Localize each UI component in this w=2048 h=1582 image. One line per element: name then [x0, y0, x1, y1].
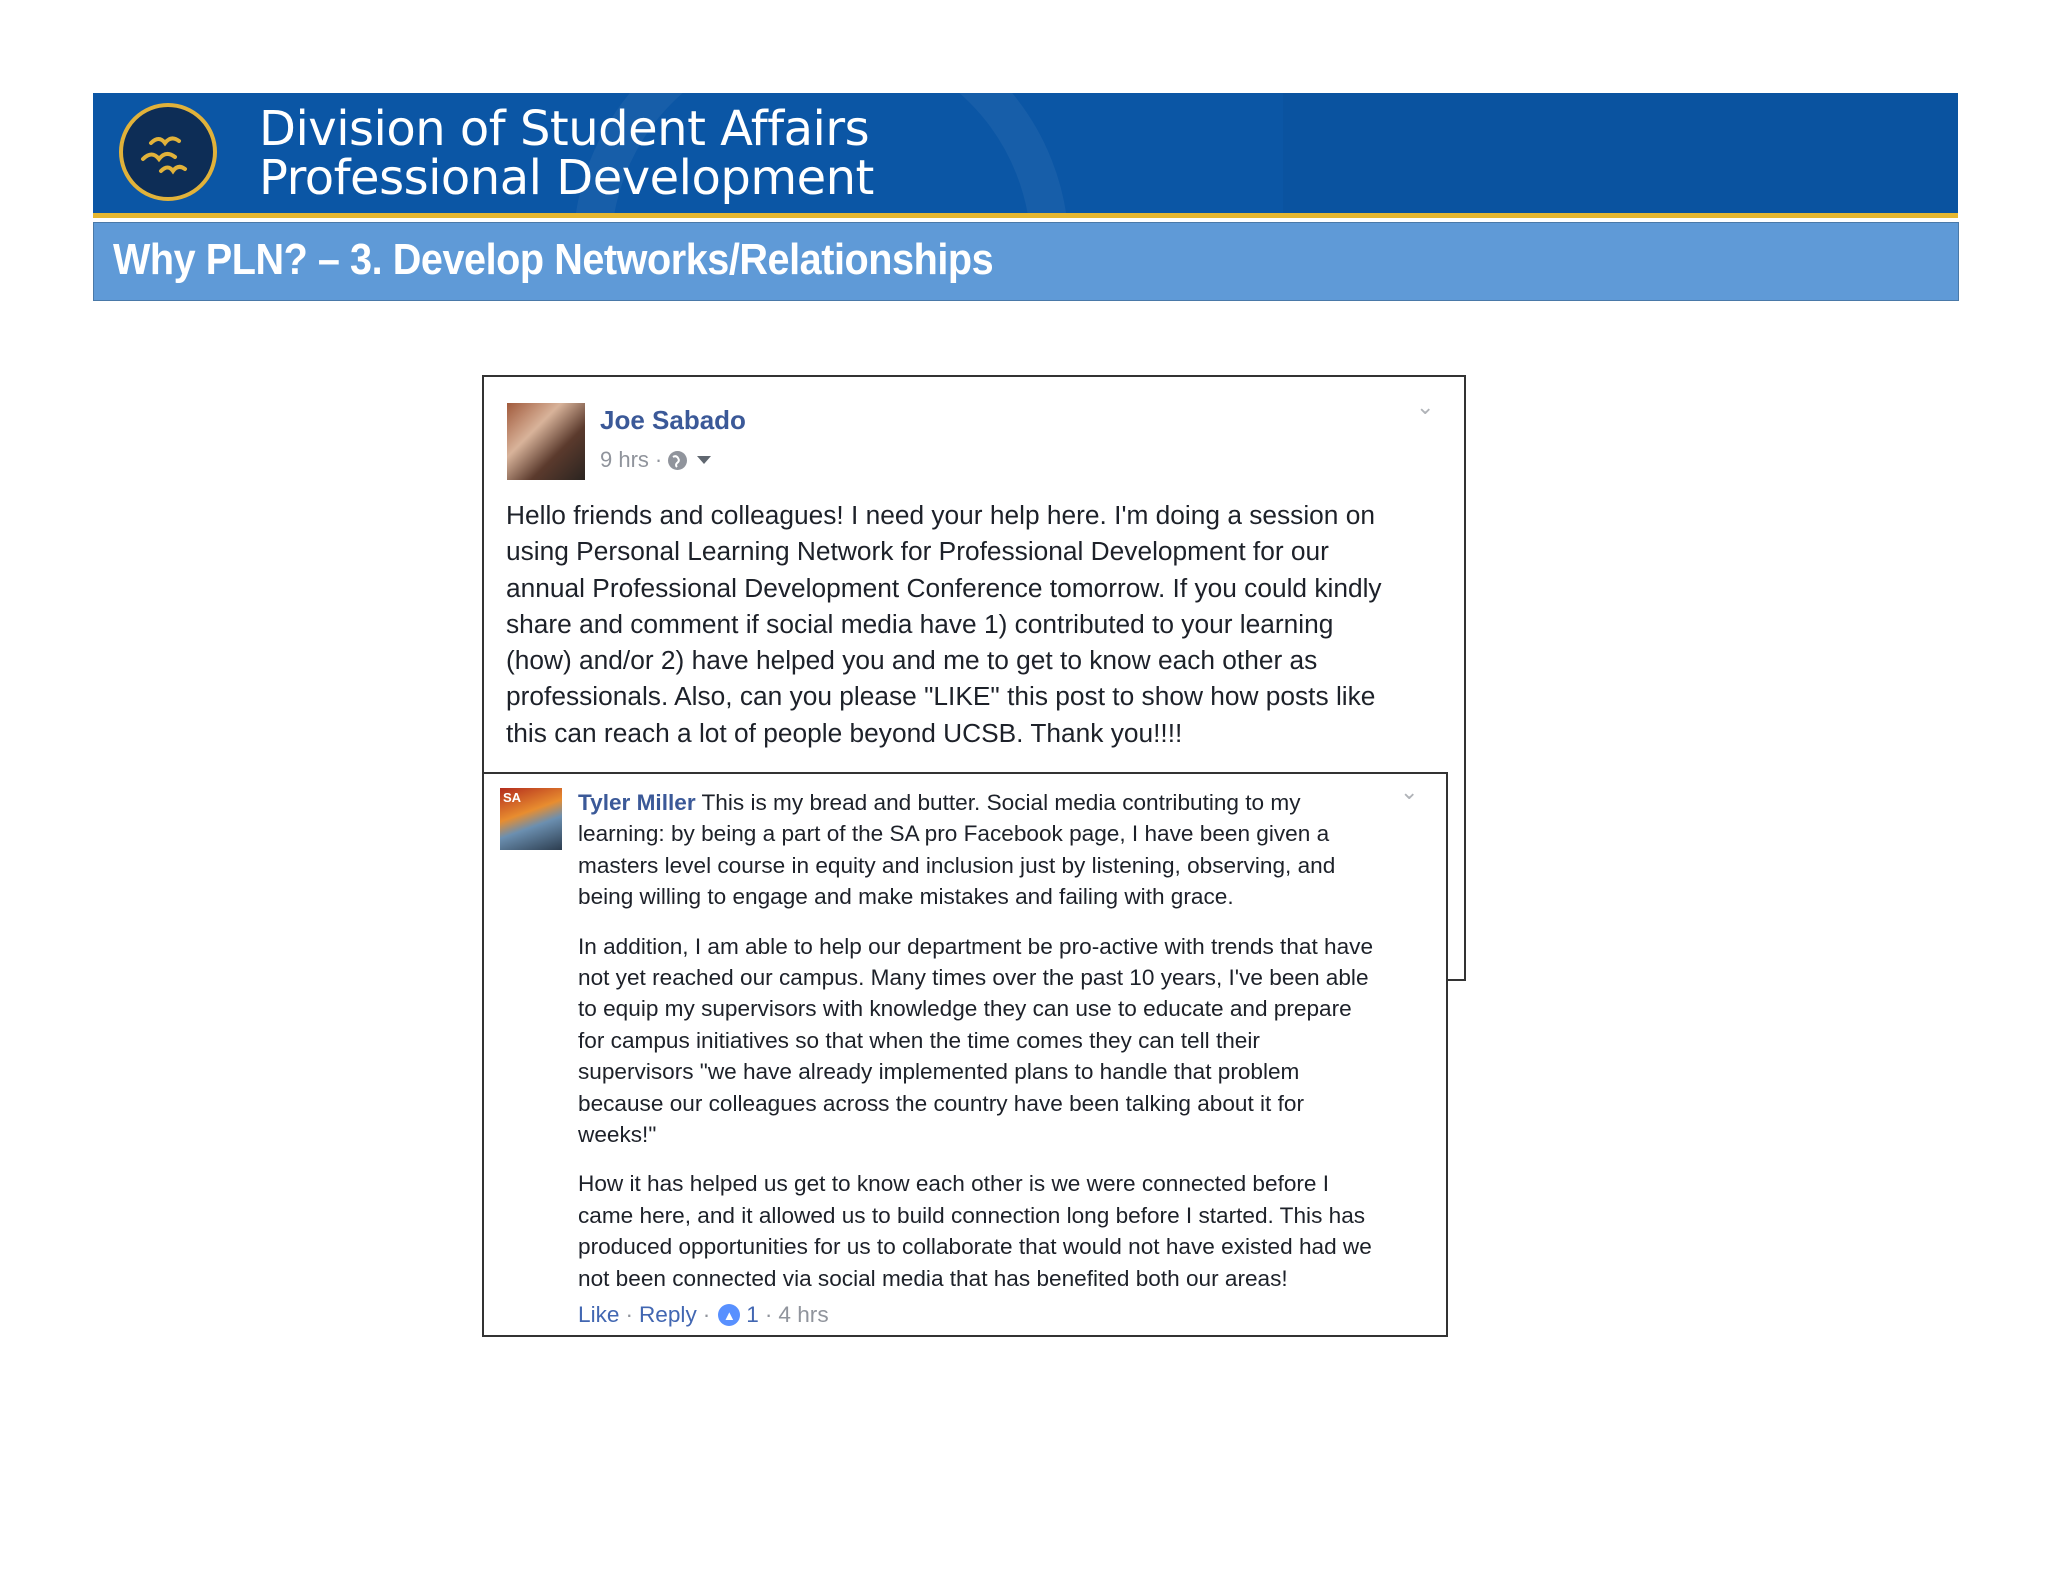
avatar-label: SA: [503, 790, 522, 805]
audience-dropdown-icon[interactable]: [697, 456, 711, 464]
banner-right-panel: [1283, 93, 1958, 215]
like-button[interactable]: Like: [578, 1302, 620, 1327]
comment-paragraph-2: In addition, I am able to help our department be pro-active with trends that have not yet reached our campus. Many times over the past 10 years, I've been able to equip my supervisors with knowledge they can use to educate and prepare for campus initiatives so that when the time comes they can tell their supervisors "we have already implemented plans to handle that problem because our colleagues across the country have been talking about it for weeks!": [578, 933, 1374, 1148]
gold-divider: [93, 213, 1958, 218]
comment-time[interactable]: 4 hrs: [778, 1302, 829, 1327]
globe-icon[interactable]: [668, 451, 687, 470]
commenter-avatar[interactable]: [500, 788, 562, 850]
post-author[interactable]: Joe Sabado: [600, 405, 746, 435]
comment-para1-text: This is my bread and butter. Social media contributing to my learning: by being a part of the SA pro Facebook page, I have been given a masters level course in equity and inclusion just by listening, observing, and being willing to engage and make mistakes and failing with grace.: [578, 790, 1336, 910]
action-separator: ·: [764, 1302, 773, 1327]
meta-separator: ·: [654, 447, 663, 472]
reply-button[interactable]: Reply: [638, 1302, 697, 1327]
post-time[interactable]: 9 hrs: [600, 447, 649, 472]
post-meta: [600, 447, 711, 473]
header-banner: [93, 93, 1958, 215]
comment-paragraph-1: [578, 787, 1418, 913]
comment: [482, 772, 1448, 1337]
comment-actions: [578, 1302, 829, 1328]
seagull-logo-icon: [119, 103, 217, 201]
comment-chevron-down-icon[interactable]: ⌄: [1400, 780, 1419, 805]
comment-paragraph-3: How it has helped us get to know each other is we were connected before I came here, and it allowed us to build connection long before I started. This has produced opportunities for us to collaborate that would not have existed had we not been connected via social media that has benefited both our areas!: [578, 1171, 1372, 1291]
slide-title-bar: [93, 222, 1959, 301]
like-count[interactable]: 1: [746, 1302, 759, 1327]
comment-text: [578, 787, 1418, 1312]
action-separator: ·: [625, 1302, 633, 1327]
avatar[interactable]: [507, 403, 585, 480]
chevron-down-icon[interactable]: ⌄: [1416, 395, 1435, 420]
banner-line-1: Division of Student Affairs: [259, 101, 870, 157]
banner-title: [259, 101, 874, 206]
action-separator: ·: [702, 1302, 711, 1327]
commenter-name[interactable]: Tyler Miller: [578, 790, 696, 815]
post-body: Hello friends and colleagues! I need your help here. I'm doing a session on using Personal Learning Network for Professional Development for our annual Professional Development Conference tomorrow. If you could kindly share and comment if social media have 1) contributed to your learning (how) and/or 2) have helped you and me to get to know each other as professionals. Also, can you please "LIKE" this post to show how posts like this can reach a lot of people beyond UCSB. Thank you!!!!: [506, 500, 1382, 748]
slide-title: Why PLN? – 3. Develop Networks/Relationships: [113, 235, 994, 284]
banner-line-2: Professional Development: [259, 150, 874, 206]
thumbs-up-icon[interactable]: ▲: [718, 1304, 740, 1326]
